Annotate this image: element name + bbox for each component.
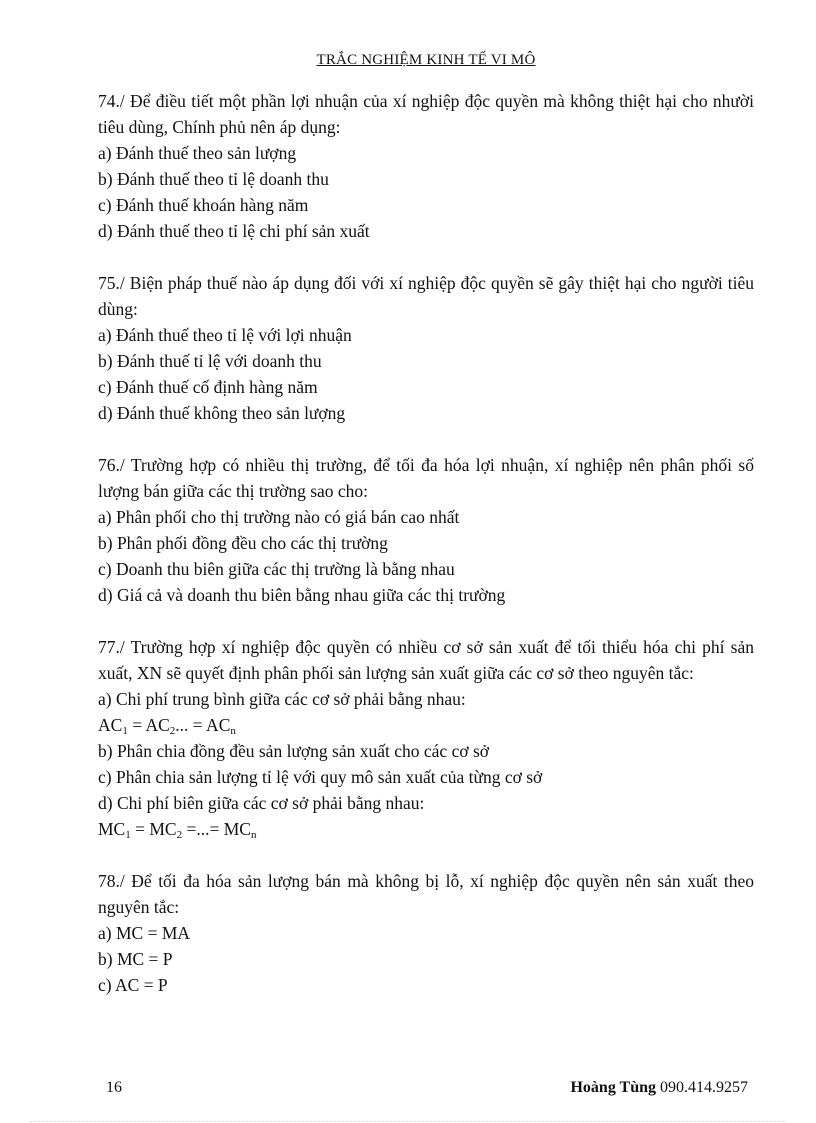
option-b: b) MC = P bbox=[98, 949, 173, 969]
option-d: d) Chi phí biên giữa các cơ sở phải bằng nhau: bbox=[98, 793, 425, 813]
formula-marginal-cost bbox=[98, 816, 754, 842]
footer-author-info bbox=[570, 1079, 748, 1097]
option-d: d) Giá cả và doanh thu biên bằng nhau giữa các thị trường bbox=[98, 585, 506, 605]
page-header-title: TRẮC NGHIỆM KINH TẾ VI MÔ bbox=[316, 52, 536, 68]
page-number: 16 bbox=[106, 1079, 122, 1096]
option-a: a) Chi phí trung bình giữa các cơ sở phải bằng nhau: bbox=[98, 689, 466, 709]
option-b: b) Đánh thuế tỉ lệ với doanh thu bbox=[98, 351, 322, 371]
option-a: a) Đánh thuế theo sản lượng bbox=[98, 143, 297, 163]
author-name: Hoàng Tùng bbox=[570, 1079, 656, 1096]
formula-subscript: n bbox=[250, 829, 257, 841]
option-c: c) Đánh thuế cố định hàng năm bbox=[98, 377, 318, 397]
question-77 bbox=[98, 634, 754, 842]
option-b: b) Đánh thuế theo tỉ lệ doanh thu bbox=[98, 169, 329, 189]
formula-term: = MC bbox=[130, 819, 177, 839]
option-b: b) Phân chia đồng đều sản lượng sản xuất cho các cơ sở bbox=[98, 741, 490, 761]
formula-subscript: 2 bbox=[169, 725, 176, 737]
formula-term: AC bbox=[98, 715, 123, 735]
question-text: 75./ Biện pháp thuế nào áp dụng đối với xí nghiệp độc quyền sẽ gây thiệt hại cho người tiêu dùng: bbox=[98, 273, 754, 319]
option-c: c) Đánh thuế khoán hàng năm bbox=[98, 195, 309, 215]
question-list bbox=[98, 88, 754, 1024]
page-bottom-divider bbox=[30, 1121, 786, 1122]
formula-term: = AC bbox=[127, 715, 170, 735]
formula-subscript: 1 bbox=[125, 829, 131, 841]
option-a: a) Phân phối cho thị trường nào có giá bán cao nhất bbox=[98, 507, 460, 527]
formula-term: ... = AC bbox=[175, 715, 231, 735]
formula-subscript: 2 bbox=[176, 829, 183, 841]
question-text: 78./ Để tối đa hóa sản lượng bán mà không bị lỗ, xí nghiệp độc quyền nên sản xuất theo nguyên tắc: bbox=[98, 871, 754, 917]
option-b: b) Phân phối đồng đều cho các thị trường bbox=[98, 533, 388, 553]
option-d: d) Đánh thuế theo tỉ lệ chi phí sản xuất bbox=[98, 221, 370, 241]
author-phone: 090.414.9257 bbox=[660, 1079, 748, 1096]
formula-term: MC bbox=[98, 819, 126, 839]
formula-average-cost bbox=[98, 712, 754, 738]
question-text: 76./ Trường hợp có nhiều thị trường, để tối đa hóa lợi nhuận, xí nghiệp nên phân phối số lượng bán giữa các thị trường sao cho: bbox=[98, 455, 754, 501]
question-text: 77./ Trường hợp xí nghiệp độc quyền có nhiều cơ sở sản xuất để tối thiểu hóa chi phí sản xuất, XN sẽ quyết định phân phối sản lượng sản xuất giữa các cơ sở theo nguyên tắc: bbox=[98, 637, 754, 683]
formula-term: =...= MC bbox=[182, 819, 251, 839]
formula-subscript: 1 bbox=[122, 725, 128, 737]
option-a: a) MC = MA bbox=[98, 923, 191, 943]
option-c: c) AC = P bbox=[98, 975, 168, 995]
question-78 bbox=[98, 868, 754, 998]
option-c: c) Phân chia sản lượng tỉ lệ với quy mô sản xuất của từng cơ sở bbox=[98, 767, 543, 787]
question-75 bbox=[98, 270, 754, 426]
option-c: c) Doanh thu biên giữa các thị trường là bằng nhau bbox=[98, 559, 455, 579]
option-d: d) Đánh thuế không theo sản lượng bbox=[98, 403, 346, 423]
option-a: a) Đánh thuế theo tỉ lệ với lợi nhuận bbox=[98, 325, 352, 345]
question-76 bbox=[98, 452, 754, 608]
question-text: 74./ Để điều tiết một phần lợi nhuận của xí nghiệp độc quyền mà không thiệt hại cho nhười tiêu dùng, Chính phủ nên áp dụng: bbox=[98, 91, 754, 137]
formula-subscript: n bbox=[230, 725, 236, 737]
question-74 bbox=[98, 88, 754, 244]
